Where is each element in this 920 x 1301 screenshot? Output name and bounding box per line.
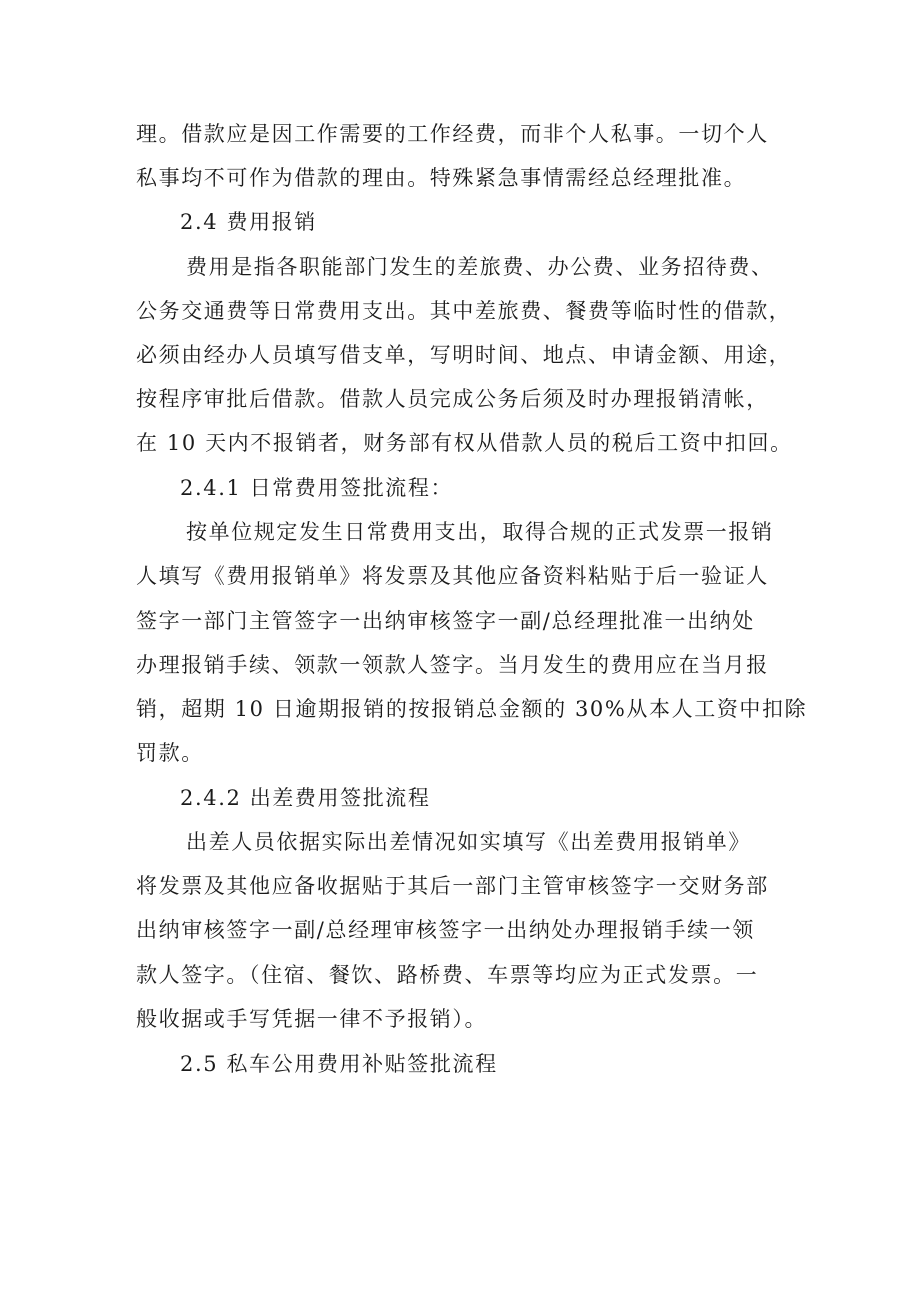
body-text-line: 在 10 天内不报销者，财务部有权从借款人员的税后工资中扣回。 bbox=[136, 431, 793, 455]
body-text-line: 款人签字。（住宿、餐饮、路桥费、车票等均应为正式发票。一 bbox=[136, 963, 759, 987]
paragraph-first-line: 出差人员依据实际出差情况如实填写《出差费用报销单》 bbox=[186, 830, 751, 854]
body-text-line: 出纳审核签字一副/总经理审核签字一出纳处办理报销手续一领 bbox=[136, 918, 755, 942]
section-heading-2-4: 2.4 费用报销 bbox=[180, 210, 317, 234]
section-heading-2-4-1: 2.4.1 日常费用签批流程： bbox=[180, 476, 454, 500]
body-text-line: 销，超期 10 日逾期报销的按报销总金额的 30%从本人工资中扣除 bbox=[136, 697, 808, 721]
body-text-line: 办理报销手续、领款一领款人签字。当月发生的费用应在当月报 bbox=[136, 653, 769, 677]
paragraph-first-line: 费用是指各职能部门发生的差旅费、办公费、业务招待费、 bbox=[186, 255, 774, 279]
body-text-line: 罚款。 bbox=[136, 741, 204, 765]
body-text-line: 理。借款应是因工作需要的工作经费，而非个人私事。一切个人 bbox=[136, 122, 769, 146]
body-text-line: 私事均不可作为借款的理由。特殊紧急事情需经总经理批准。 bbox=[136, 166, 747, 190]
body-text-line: 公务交通费等日常费用支出。其中差旅费、餐费等临时性的借款， bbox=[136, 299, 792, 323]
body-text-line: 将发票及其他应备收据贴于其后一部门主管审核签字一交财务部 bbox=[136, 874, 769, 898]
body-text-line: 签字一部门主管签字一出纳审核签字一副/总经理批准一出纳处 bbox=[136, 609, 755, 633]
body-text-line: 般收据或手写凭据一律不予报销）。 bbox=[136, 1007, 488, 1031]
paragraph-first-line: 按单位规定发生日常费用支出，取得合规的正式发票一报销 bbox=[186, 520, 774, 544]
body-text-line: 人填写《费用报销单》将发票及其他应备资料粘贴于后一验证人 bbox=[136, 564, 769, 588]
body-text-line: 必须由经办人员填写借支单，写明时间、地点、申请金额、用途， bbox=[136, 343, 792, 367]
section-heading-2-4-2: 2.4.2 出差费用签批流程 bbox=[180, 786, 431, 810]
section-heading-2-5: 2.5 私车公用费用补贴签批流程 bbox=[180, 1052, 498, 1076]
body-text-line: 按程序审批后借款。借款人员完成公务后须及时办理报销清帐， bbox=[136, 387, 769, 411]
